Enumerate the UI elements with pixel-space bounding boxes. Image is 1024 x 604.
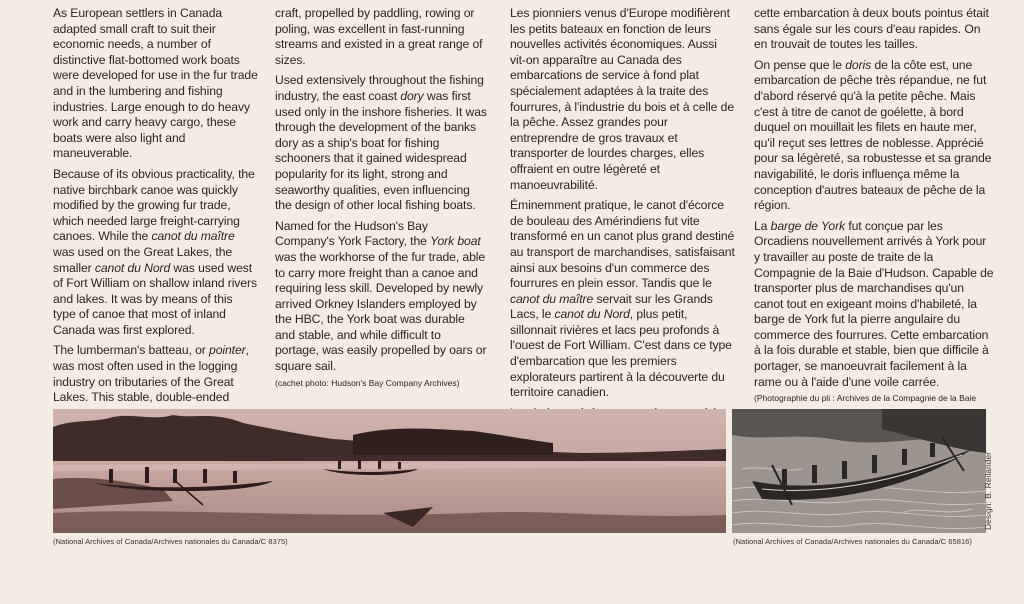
canoe-rapids-engraving: [732, 409, 986, 533]
river-canoes-photo: [53, 409, 726, 533]
english-column-2: [275, 6, 487, 396]
paragraphe-chaloupe-suite: cette embarcation à deux bouts pointus était sans égale sur les cours d'eau rapides. On en trouvait de toutes les tailles.: [754, 6, 989, 52]
paragraphe-canot: Éminemment pratique, le canot d'écorce de bouleau des Amérindiens fut vite transformé en un canot plus grand destiné au transport de marchandises, satisfaisant ainsi aux besoins d'un commerce des fourrures en plein essor. Tandis que le canot du maître servait sur les Grands Lacs, le canot du Nord, plus petit, sillonnait rivières et lacs peu profonds à l'ouest de Fort William. C'est dans ce type d'embarcation que les premiers explorateurs partirent à la découverte du territoire canadien.: [510, 198, 735, 400]
paragraph-canoe: Because of its obvious practicality, the native birchbark canoe was quickly modified by the growing fur trade, which needed large freight-carrying canoes. While the canot du maître was used on the Great Lakes, the smaller canot du Nord was used west of Fort William on shallow inland rivers and lakes. It was by means of this type of canoe that most of inland Canada was first explored.: [53, 166, 257, 337]
credit-pli: (Photographie du pli : Archives de la Compagnie de la Baie: [754, 393, 977, 404]
paragraph-york-boat: Named for the Hudson's Bay Company's York Factory, the York boat was the workhorse of the fur trade, able to carry more freight than a canoe and requiring less skill. Developed by newly arrived Orkney Islanders employed by the HBC, the York boat was durable and stable, and while difficult to portage, was easily propelled by oars or square sail. (cachet photo: Hudson's Bay Company Archives): [275, 218, 487, 388]
design-credit: Design: B. Reilander: [983, 452, 993, 530]
paragraphe-barge: La barge de York fut conçue par les Orcadiens nouvellement arrivés à York pour y travailler au poste de traite de la Compagnie de la Baie d'Hudson. Capable de transporter plus de marchandises qu'un canot tout en exigeant moins d'habileté, la barge de York fut la pierre angulaire du commerce des fourrures. Cette embarcation à la fois durable et stable, bien que difficile à portager, se manoeuvrait facilement à la rame ou à l'aide d'une voile carrée. (Photographie du pli : Archives de la Compagnie de la Baie: [754, 219, 994, 424]
river-canoes-illustration: [53, 409, 726, 533]
cachet-credit: (cachet photo: Hudson's Bay Company Archives): [275, 377, 460, 388]
french-column-1: [510, 6, 735, 473]
paragraphe-intro: Les pionniers venus d'Europe modifièrent les petits bateaux en fonction de leurs nouvelles activités économiques. Aussi vit-on apparaître au Canada des embarcations de service à fond plat spécialement adaptées à la traite des fourrures, à l'industrie du bois et à celle de la pêche. Assez grandes pour entreprendre de gros travaux et transporter de lourdes charges, elles offraient en outre légèreté et manoeuvrabilité.: [510, 6, 734, 192]
caption-left-photo: (National Archives of Canada/Archives nationales du Canada/C 8375): [53, 537, 288, 546]
paragraphe-doris: On pense que le doris de la côte est, une embarcation de pêche très répandue, ne fut d'abord réservé qu'à la petite pêche. Mais c'est à titre de canot de goélette, à bord duquel on mouillait les filets en haute mer, qu'il reçut ses lettres de noblesse. Apprécié pour sa légèreté, sa robustesse et sa grande navigabilité, le doris influença même la conception d'autres bateaux de pêche de la région.: [754, 57, 992, 213]
english-column-1: [53, 6, 258, 411]
paragraph-intro: As European settlers in Canada adapted small craft to suit their economic needs, a number of distinctive flat-bottomed work boats were developed for use in the fur trade and in the lumbering and fishing industries. Large enough to do heavy work and carry heavy cargo, these boats were also light and maneuverable.: [53, 6, 258, 161]
paragraph-dory: Used extensively throughout the fishing industry, the east coast dory was first used only in the inshore fisheries. It was through the development of the banks dory as a ship's boat for fishing schooners that it gained widespread popularity for its light, strong and seaworthy qualities, even influencing the design of other local fishing boats.: [275, 73, 487, 213]
canoe-rapids-illustration: [732, 409, 986, 533]
paragraph-batteau-cont: craft, propelled by paddling, rowing or poling, was excellent in fast-running streams and existed in a great range of sizes.: [275, 6, 483, 67]
caption-right-photo: (National Archives of Canada/Archives nationales du Canada/C 65816): [733, 537, 972, 546]
french-column-2: [754, 6, 994, 428]
paragraph-batteau: The lumberman's batteau, or pointer, was most often used in the logging industry on tributaries of the Great Lakes. This stable, double-ended: [53, 343, 249, 405]
